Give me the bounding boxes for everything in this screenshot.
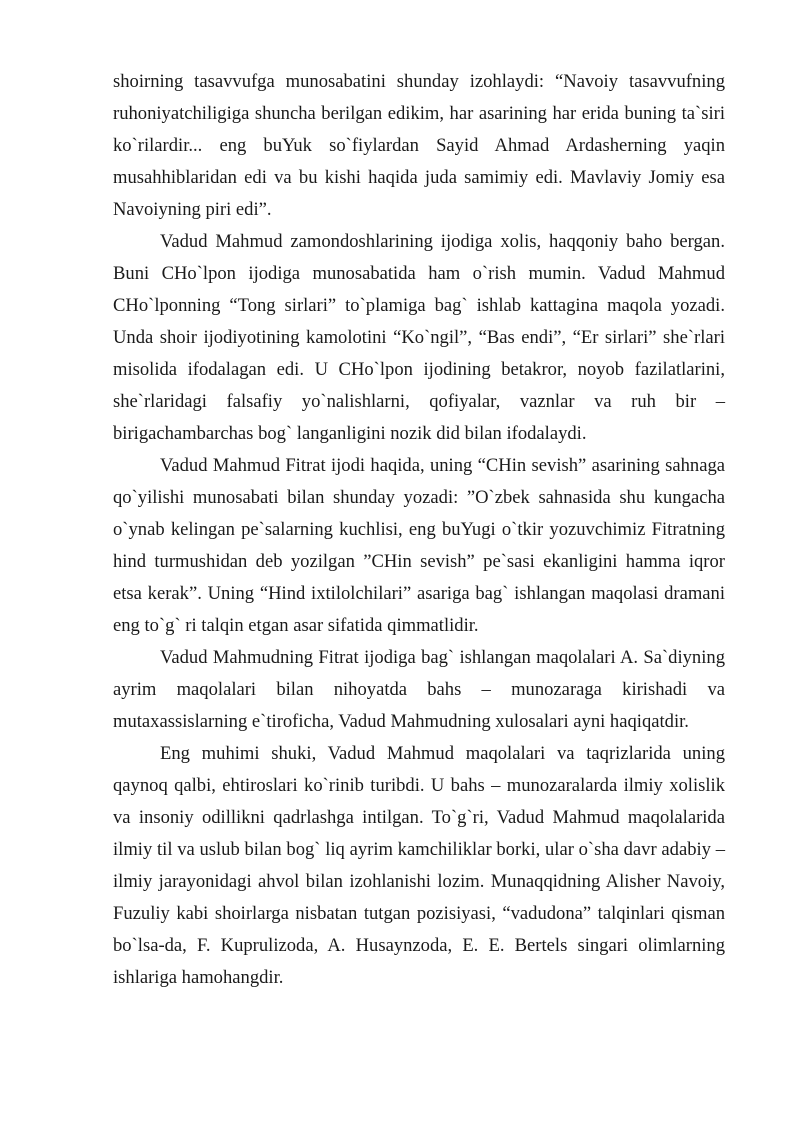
paragraph-conclusion: Eng muhimi shuki, Vadud Mahmud maqolalari va taqrizlarida uning qaynoq qalbi, ehtiroslari ko`rinib turibdi. U bahs – munozaralarda ilmiy xolislik va insoniy odillikni qadrlashga intilgan. To`g`ri, Vadud Mahmud maqolalarida ilmiy til va uslub bilan bog` liq ayrim kamchiliklar borki, ular o`sha davr adabiy – ilmiy jarayonidagi ahvol bilan izohlanishi lozim. Munaqqidning Alisher Navoiy, Fuzuliy kabi shoirlarga nisbatan tutgan pozisiyasi, “vadudona” talqinlari qisman bo`lsa-da, F. Kuprulizoda, A. Husaynzoda, E. E. Bertels singari olimlarning ishlariga hamohangdir. [113, 743, 725, 988]
paragraph-continuation: shoirning tasavvufga munosabatini shunday izohlaydi: “Navoiy tasavvufning ruhoniyatchiligiga shuncha berilgan edikim, har asarining har erida buning ta`siri ko`rilardir... eng buYuk so`fiylardan Sayid Ahmad Ardasherning yaqin musahhiblaridan edi va bu kishi haqida juda samimiy edi. Mavlaviy Jomiy esa Navoiyning piri edi”. [113, 71, 725, 220]
document-page [113, 66, 725, 994]
paragraph-fitrat: Vadud Mahmud Fitrat ijodi haqida, uning “CHin sevish” asarining sahnaga qo`yilishi munosabati bilan shunday yozadi: ”O`zbek sahnasida shu kungacha o`ynab kelingan pe`salarning kuchlisi, eng buYugi o`tkir yozuvchimiz Fitratning hind turmushidan deb yozilgan ”CHin sevish” pe`sasi ekanligini hamma iqror etsa kerak”. Uning “Hind ixtilolchilari” asariga bag` ishlangan maqolasi dramani eng to`g` ri talqin etgan asar sifatida qimmatlidir. [113, 455, 725, 636]
paragraph-sadiy: Vadud Mahmudning Fitrat ijodiga bag` ishlangan maqolalari A. Sa`diyning ayrim maqolalari bilan nihoyatda bahs – munozaraga kirishadi va mutaxassislarning e`tiroficha, Vadud Mahmudning xulosalari ayni haqiqatdir. [113, 647, 725, 732]
paragraph-cholpon: Vadud Mahmud zamondoshlarining ijodiga xolis, haqqoniy baho bergan. Buni CHo`lpon ijodiga munosabatida ham o`rish mumin. Vadud Mahmud CHo`lponning “Tong sirlari” to`plamiga bag` ishlab kattagina maqola yozadi. Unda shoir ijodiyotining kamolotini “Ko`ngil”, “Bas endi”, “Er sirlari” she`rlari misolida ifodalagan edi. U CHo`lpon ijodining betakror, noyob fazilatlarini, she`rlaridagi falsafiy yo`nalishlarni, qofiyalar, vaznlar va ruh bir – birigachambarchas bog` langanligini nozik did bilan ifodalaydi. [113, 231, 725, 444]
